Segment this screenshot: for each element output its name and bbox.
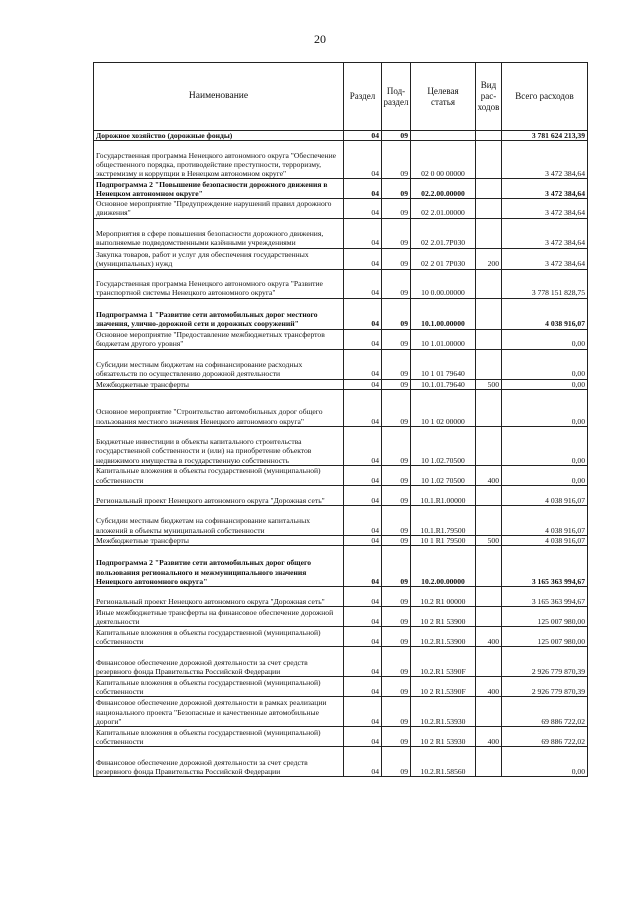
cell-type xyxy=(476,485,502,505)
cell-section: 04 xyxy=(344,349,382,379)
cell-subsection: 09 xyxy=(382,141,411,179)
cell-section: 04 xyxy=(344,647,382,677)
cell-name: Государственная программа Ненецкого автономного округа "Развитие транспортной системы Ненецкого автономного округа" xyxy=(94,269,344,298)
cell-total: 0,00 xyxy=(502,426,588,465)
cell-name: Региональный проект Ненецкого автономного округа "Дорожная сеть" xyxy=(94,485,344,505)
table-row xyxy=(94,199,588,218)
cell-subsection: 09 xyxy=(382,349,411,379)
cell-name: Региональный проект Ненецкого автономного округа "Дорожная сеть" xyxy=(94,587,344,607)
cell-section: 04 xyxy=(344,379,382,389)
cell-subsection: 09 xyxy=(382,426,411,465)
cell-target: 02 2 01 7Р030 xyxy=(411,248,476,269)
cell-section: 04 xyxy=(344,426,382,465)
cell-name: Иные межбюджетные трансферты на финансовое обеспечение дорожной деятельности xyxy=(94,607,344,627)
cell-name: Государственная программа Ненецкого автономного округа "Обеспечение общественного порядка, противодействие преступности, терроризму, экстремизму и коррупции в Ненецком автономном округе" xyxy=(94,141,344,179)
cell-name: Подпрограмма 2 "Повышение безопасности дорожного движения в Ненецком автономном округе" xyxy=(94,179,344,199)
cell-target: 10.2.R1.53900 xyxy=(411,627,476,647)
cell-total: 3 778 151 828,75 xyxy=(502,269,588,298)
cell-subsection: 09 xyxy=(382,727,411,747)
table-row xyxy=(94,269,588,298)
cell-type: 400 xyxy=(476,465,502,485)
table-row xyxy=(94,607,588,627)
cell-target: 10.2 R1 00000 xyxy=(411,587,476,607)
cell-subsection: 09 xyxy=(382,298,411,329)
cell-section: 04 xyxy=(344,546,382,587)
cell-total: 4 038 916,07 xyxy=(502,535,588,545)
cell-type xyxy=(476,199,502,218)
cell-section: 04 xyxy=(344,587,382,607)
cell-type: 400 xyxy=(476,727,502,747)
table-header-row xyxy=(94,63,588,131)
cell-section: 04 xyxy=(344,727,382,747)
cell-section: 04 xyxy=(344,747,382,777)
cell-subsection: 09 xyxy=(382,179,411,199)
cell-subsection: 09 xyxy=(382,379,411,389)
table-row xyxy=(94,647,588,677)
cell-type xyxy=(476,218,502,248)
cell-type xyxy=(476,647,502,677)
cell-type xyxy=(476,269,502,298)
cell-type xyxy=(476,298,502,329)
cell-target: 10 1.02 70500 xyxy=(411,465,476,485)
table-row xyxy=(94,141,588,179)
cell-total: 0,00 xyxy=(502,389,588,426)
cell-subsection: 09 xyxy=(382,218,411,248)
cell-type xyxy=(476,131,502,141)
cell-target: 10 0.00.00000 xyxy=(411,269,476,298)
table-row xyxy=(94,389,588,426)
table-row xyxy=(94,627,588,647)
cell-section: 04 xyxy=(344,199,382,218)
cell-section: 04 xyxy=(344,269,382,298)
table-row xyxy=(94,426,588,465)
expenditure-table xyxy=(93,62,588,777)
table-body xyxy=(94,131,588,777)
cell-total: 3 472 384,64 xyxy=(502,248,588,269)
cell-subsection: 09 xyxy=(382,505,411,535)
cell-target: 10 2 R1 53930 xyxy=(411,727,476,747)
cell-total: 0,00 xyxy=(502,329,588,349)
cell-target: 10.1.01.79640 xyxy=(411,379,476,389)
table-row xyxy=(94,677,588,697)
cell-total: 3 472 384,64 xyxy=(502,179,588,199)
cell-section: 04 xyxy=(344,697,382,727)
table-row xyxy=(94,131,588,141)
table-row xyxy=(94,465,588,485)
table-row xyxy=(94,379,588,389)
cell-subsection: 09 xyxy=(382,465,411,485)
cell-section: 04 xyxy=(344,248,382,269)
header-type: Вид рас- ходов xyxy=(476,63,502,131)
cell-section: 04 xyxy=(344,218,382,248)
cell-name: Финансовое обеспечение дорожной деятельности за счет средств резервного фонда Правительства Российской Федерации xyxy=(94,647,344,677)
table-row xyxy=(94,505,588,535)
cell-name: Субсидии местным бюджетам на софинансирование капитальных вложений в объекты муниципальной собственности xyxy=(94,505,344,535)
cell-target: 10.1.R1.00000 xyxy=(411,485,476,505)
cell-subsection: 09 xyxy=(382,627,411,647)
cell-type xyxy=(476,349,502,379)
cell-target xyxy=(411,131,476,141)
cell-subsection: 09 xyxy=(382,747,411,777)
cell-target: 10.2.R1.58560 xyxy=(411,747,476,777)
table-row xyxy=(94,747,588,777)
table-row xyxy=(94,697,588,727)
cell-target: 10.1.R1.79500 xyxy=(411,505,476,535)
cell-type: 500 xyxy=(476,379,502,389)
cell-name: Закупка товаров, работ и услуг для обеспечения государственных (муниципальных) нужд xyxy=(94,248,344,269)
cell-target: 10 1 02 00000 xyxy=(411,389,476,426)
cell-subsection: 09 xyxy=(382,535,411,545)
cell-target: 10.2.R1 5390F xyxy=(411,647,476,677)
cell-name: Капитальные вложения в объекты государственной (муниципальной) собственности xyxy=(94,627,344,647)
cell-total: 125 007 980,00 xyxy=(502,627,588,647)
cell-name: Субсидии местным бюджетам на софинансирование расходных обязательств по осуществлению дорожной деятельности xyxy=(94,349,344,379)
cell-total: 0,00 xyxy=(502,747,588,777)
cell-name: Межбюджетные трансферты xyxy=(94,535,344,545)
cell-type: 400 xyxy=(476,627,502,647)
header-target: Целевая статья xyxy=(411,63,476,131)
cell-target: 10 2 R1.5390F xyxy=(411,677,476,697)
table-row xyxy=(94,298,588,329)
cell-subsection: 09 xyxy=(382,131,411,141)
cell-type xyxy=(476,505,502,535)
table-row xyxy=(94,587,588,607)
table-row xyxy=(94,248,588,269)
cell-section: 04 xyxy=(344,298,382,329)
cell-type xyxy=(476,546,502,587)
cell-total: 3 165 363 994,67 xyxy=(502,546,588,587)
cell-section: 04 xyxy=(344,607,382,627)
cell-total: 69 886 722,02 xyxy=(502,697,588,727)
cell-subsection: 09 xyxy=(382,248,411,269)
cell-target: 02 0 00 00000 xyxy=(411,141,476,179)
cell-subsection: 09 xyxy=(382,199,411,218)
cell-total: 125 007 980,00 xyxy=(502,607,588,627)
cell-name: Капитальные вложения в объекты государственной (муниципальной) собственности xyxy=(94,465,344,485)
cell-type xyxy=(476,607,502,627)
cell-section: 04 xyxy=(344,179,382,199)
cell-target: 10.1.00.00000 xyxy=(411,298,476,329)
cell-target: 10 1 01 79640 xyxy=(411,349,476,379)
table-row xyxy=(94,727,588,747)
cell-section: 04 xyxy=(344,389,382,426)
cell-subsection: 09 xyxy=(382,485,411,505)
cell-name: Межбюджетные трансферты xyxy=(94,379,344,389)
cell-type xyxy=(476,747,502,777)
cell-type: 200 xyxy=(476,248,502,269)
cell-subsection: 09 xyxy=(382,546,411,587)
table-row xyxy=(94,329,588,349)
cell-name: Бюджетные инвестиции в объекты капитального строительства государственной собственности и (или) на приобретение объектов недвижимого имущества в государственную собственность xyxy=(94,426,344,465)
cell-subsection: 09 xyxy=(382,587,411,607)
cell-target: 10.2.00.00000 xyxy=(411,546,476,587)
header-total: Всего расходов xyxy=(502,63,588,131)
cell-name: Основное мероприятие "Строительство автомобильных дорог общего пользования местного значения Ненецкого автономного округа" xyxy=(94,389,344,426)
cell-total: 3 165 363 994,67 xyxy=(502,587,588,607)
cell-target: 10 1 R1 79500 xyxy=(411,535,476,545)
cell-subsection: 09 xyxy=(382,607,411,627)
table-row xyxy=(94,218,588,248)
cell-total: 3 472 384,64 xyxy=(502,218,588,248)
cell-subsection: 09 xyxy=(382,329,411,349)
header-subsection: Под- раздел xyxy=(382,63,411,131)
cell-type xyxy=(476,141,502,179)
cell-section: 04 xyxy=(344,535,382,545)
cell-total: 0,00 xyxy=(502,349,588,379)
cell-type xyxy=(476,329,502,349)
cell-total: 4 038 916,07 xyxy=(502,298,588,329)
cell-name: Основное мероприятие "Предоставление межбюджетных трансфертов бюджетам другого уровня" xyxy=(94,329,344,349)
table-row xyxy=(94,535,588,545)
cell-target: 10 2 R1 53900 xyxy=(411,607,476,627)
cell-section: 04 xyxy=(344,141,382,179)
cell-total: 0,00 xyxy=(502,465,588,485)
cell-name: Мероприятия в сфере повышения безопасности дорожного движения, выполняемые подведомственными казёнными учреждениями xyxy=(94,218,344,248)
cell-target: 02.2.00.00000 xyxy=(411,179,476,199)
cell-type: 400 xyxy=(476,677,502,697)
cell-total: 3 472 384,64 xyxy=(502,141,588,179)
cell-section: 04 xyxy=(344,131,382,141)
header-name: Наименование xyxy=(94,63,344,131)
cell-section: 04 xyxy=(344,485,382,505)
cell-section: 04 xyxy=(344,465,382,485)
table-row xyxy=(94,546,588,587)
cell-section: 04 xyxy=(344,505,382,535)
cell-target: 02 2.01.00000 xyxy=(411,199,476,218)
cell-total: 3 781 624 213,39 xyxy=(502,131,588,141)
cell-name: Финансовое обеспечение дорожной деятельности за счет средств резервного фонда Правительства Российской Федерации xyxy=(94,747,344,777)
cell-total: 2 926 779 870,39 xyxy=(502,647,588,677)
table-row xyxy=(94,485,588,505)
cell-section: 04 xyxy=(344,627,382,647)
cell-type xyxy=(476,426,502,465)
cell-total: 0,00 xyxy=(502,379,588,389)
cell-subsection: 09 xyxy=(382,697,411,727)
cell-type xyxy=(476,697,502,727)
page-number: 20 xyxy=(314,32,326,46)
cell-name: Капитальные вложения в объекты государственной (муниципальной) собственности xyxy=(94,677,344,697)
cell-name: Дорожное хозяйство (дорожные фонды) xyxy=(94,131,344,141)
cell-name: Подпрограмма 1 "Развитие сети автомобильных дорог местного значения, улично-дорожной сети и дорожных сооружений" xyxy=(94,298,344,329)
cell-type xyxy=(476,389,502,426)
header-section: Раздел xyxy=(344,63,382,131)
table-row xyxy=(94,349,588,379)
cell-section: 04 xyxy=(344,329,382,349)
cell-name: Основное мероприятие "Предупреждение нарушений правил дорожного движения" xyxy=(94,199,344,218)
table-row xyxy=(94,179,588,199)
cell-subsection: 09 xyxy=(382,389,411,426)
cell-total: 3 472 384,64 xyxy=(502,199,588,218)
cell-target: 10.2.R1.53930 xyxy=(411,697,476,727)
cell-total: 4 038 916,07 xyxy=(502,485,588,505)
cell-total: 4 038 916,07 xyxy=(502,505,588,535)
cell-type xyxy=(476,587,502,607)
cell-type: 500 xyxy=(476,535,502,545)
cell-total: 2 926 779 870,39 xyxy=(502,677,588,697)
cell-name: Капитальные вложения в объекты государственной (муниципальной) собственности xyxy=(94,727,344,747)
cell-target: 10 1.02.70500 xyxy=(411,426,476,465)
cell-name: Подпрограмма 2 "Развитие сети автомобильных дорог общего пользования регионального и межмуниципального значения Ненецкого автономного округа" xyxy=(94,546,344,587)
cell-name: Финансовое обеспечение дорожной деятельности в рамках реализации национального проекта "Безопасные и качественные автомобильные дороги" xyxy=(94,697,344,727)
cell-subsection: 09 xyxy=(382,677,411,697)
cell-target: 02 2.01.7Р030 xyxy=(411,218,476,248)
cell-type xyxy=(476,179,502,199)
cell-target: 10 1.01.00000 xyxy=(411,329,476,349)
cell-subsection: 09 xyxy=(382,647,411,677)
cell-total: 69 886 722,02 xyxy=(502,727,588,747)
cell-section: 04 xyxy=(344,677,382,697)
cell-subsection: 09 xyxy=(382,269,411,298)
